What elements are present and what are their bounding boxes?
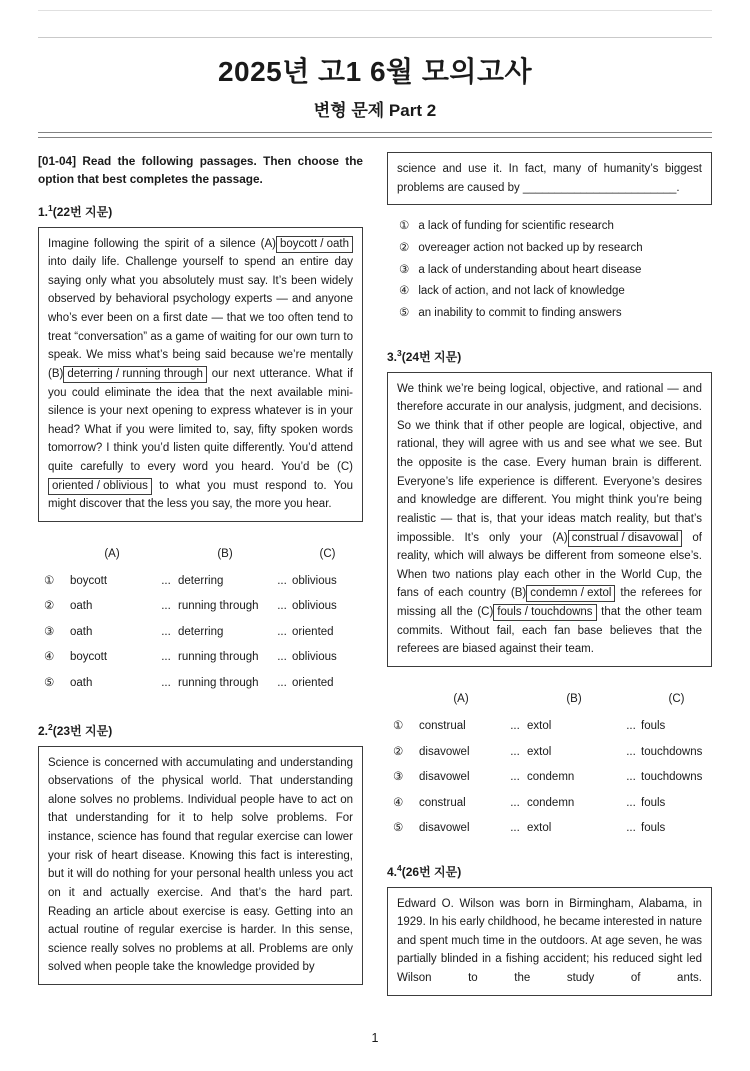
page-number: 1: [371, 1031, 379, 1045]
option-word-c: oriented: [292, 677, 334, 689]
column-header-a: (A): [453, 692, 469, 705]
column-header-b: (B): [217, 547, 233, 560]
answer-option: [399, 283, 712, 300]
exam-page: [0, 10, 750, 1045]
passage-text: into daily life. Challenge yourself to spend an entire day saying only what you absolutely must say. It’s been widely observed by behavioral psychology experts — and anyone who’s ever been on a first date — that we too often tend to treat “conversation” as a game of waiting for our own turn to speak. We miss what’s being said because we’re mentally (B): [48, 256, 353, 380]
choice-box-c: fouls / touchdowns: [493, 604, 596, 621]
column-header-c: (C): [668, 692, 685, 705]
option-word-a: boycott: [70, 651, 108, 664]
answer-table-header: [393, 693, 712, 705]
dots-separator: ...: [626, 796, 636, 809]
dots-separator: ...: [161, 651, 171, 664]
column-header-c: (C): [319, 547, 336, 560]
answer-option: [399, 240, 712, 257]
option-word-a: disavowel: [419, 822, 470, 835]
option-word-a: oath: [70, 625, 93, 638]
dots-separator: ...: [161, 625, 171, 638]
instruction-text: [01-04] Read the following passages. Then choose the option that best completes the passage.: [38, 154, 363, 187]
choice-box-a: construal / disavowal: [568, 530, 683, 547]
option-number: ③: [393, 771, 404, 784]
left-column: [38, 152, 363, 985]
dots-separator: ...: [277, 574, 287, 587]
option-word-c: oblivious: [292, 600, 337, 613]
dots-separator: ...: [161, 600, 171, 613]
question-4-footnote-marker: 4: [397, 862, 402, 873]
option-word-b: condemn: [527, 796, 575, 809]
question-1-answer-table: [44, 548, 363, 692]
passage-text: We think we’re being logical, objective, and rational — and therefore accurate in our analysis, judgment, and decisions. So we think that if other people are logical, objective, and rational, they will agree with us and see what we see. But the opposite is the case. Every human brain is different. Everyone’s life experience is different. Everyone’s desires and knowledge are different. You might think you’re being realistic — that is, that your ideas match reality, but that’s impossible. It’s only your (A): [397, 382, 702, 544]
option-number: ③: [399, 263, 410, 276]
option-word-b: extol: [527, 719, 552, 732]
option-number: ③: [44, 625, 55, 638]
answer-option-row: [44, 650, 363, 666]
option-text: a lack of understanding about heart disease: [418, 263, 642, 276]
answer-option-row: [44, 599, 363, 615]
question-3-header: [387, 348, 712, 365]
question-2-footnote-marker: 2: [48, 721, 53, 732]
dots-separator: ...: [277, 651, 287, 664]
passage-text: Imagine following the spirit of a silence (A): [48, 237, 276, 250]
header-top-divider: [38, 37, 712, 38]
column-header-b: (B): [566, 692, 582, 705]
option-number: ①: [393, 719, 404, 732]
question-1-footnote-marker: 1: [48, 202, 53, 213]
option-word-c: touchdowns: [641, 745, 703, 758]
option-word-c: oriented: [292, 625, 334, 638]
answer-option-row: [44, 574, 363, 590]
option-number: ④: [399, 285, 410, 298]
dots-separator: ...: [510, 745, 520, 758]
answer-option-row: [393, 770, 712, 786]
answer-table-header: [44, 548, 363, 560]
dots-separator: ...: [161, 677, 171, 689]
answer-option-row: [393, 796, 712, 812]
passage-text: Science is concerned with accumulating and understanding observations of the physical world. That understanding alone solves no problems. Individual people have to act on that understanding for it to help solve problems. For instance, science has found that regular exercise can lower your risk of heart disease. Knowing this fact is interesting, but it will do nothing for your personal health unless you act on it and actually exercise. And that’s the hard part. Reading an article about exercise is easy. Getting into an actual routine of regular exercise is harder. In this sense, science really solves no problems at all. Problems are only solved when people take the knowledge provided by: [48, 756, 353, 974]
header-bottom-divider: [38, 132, 712, 138]
option-number: ⑤: [393, 822, 404, 835]
option-word-c: fouls: [641, 822, 666, 835]
passage-text: our next utterance. What if you could eliminate the idea that the next available mini-silence is your next opening to express whatever is in your head? What if you were limited to, say, fifty spoken words tomorrow? I think you’d listen quite differently. You’d attend quite carefully to every word you heard. You’d be (C): [48, 367, 353, 474]
option-word-a: oath: [70, 677, 93, 689]
question-3-footnote-marker: 3: [397, 347, 402, 358]
dots-separator: ...: [277, 600, 287, 613]
page-subtitle: 변형 문제 Part 2: [313, 101, 437, 120]
dots-separator: ...: [510, 771, 520, 784]
choice-box-b: deterring / running through: [63, 366, 207, 383]
dots-separator: ...: [161, 574, 171, 587]
answer-option-row: [393, 821, 712, 837]
dots-separator: ...: [510, 822, 520, 835]
option-word-a: disavowel: [419, 745, 470, 758]
passage-text: that the other team commits. Without fail, each fan base believes that the referees are biased against their team.: [397, 606, 702, 656]
option-word-c: oblivious: [292, 651, 337, 664]
dots-separator: ...: [277, 677, 287, 689]
dots-separator: ...: [277, 625, 287, 638]
choice-box-b: condemn / extol: [526, 585, 615, 602]
option-word-b: deterring: [178, 625, 224, 638]
top-page-divider: [38, 10, 712, 11]
question-1-header: [38, 203, 363, 220]
right-column: [387, 152, 712, 996]
option-word-c: fouls: [641, 719, 666, 732]
dots-separator: ...: [626, 771, 636, 784]
option-text: an inability to commit to finding answers: [418, 306, 622, 319]
question-2-passage-reference: (23번 지문): [52, 723, 113, 738]
option-word-c: touchdowns: [641, 771, 703, 784]
option-word-b: deterring: [178, 574, 224, 587]
option-word-a: oath: [70, 600, 93, 613]
answer-option-row: [393, 745, 712, 761]
passage-text: of reality, which will always be different from someone else’s. When two nations play each other in the World Cup, the fans of each country (B): [397, 531, 702, 600]
option-word-b: extol: [527, 745, 552, 758]
option-word-a: disavowel: [419, 771, 470, 784]
option-word-b: running through: [178, 677, 259, 689]
answer-option-row: [393, 719, 712, 735]
option-number: ④: [44, 651, 55, 664]
option-number: ②: [393, 745, 404, 758]
question-4-header: [387, 863, 712, 880]
question-2-header: [38, 722, 363, 739]
option-word-c: fouls: [641, 796, 666, 809]
option-word-b: condemn: [527, 771, 575, 784]
question-1-number: 1.: [38, 204, 49, 219]
option-text: lack of action, and not lack of knowledge: [418, 285, 625, 298]
option-number: ①: [399, 220, 410, 233]
passage-text: to what you must respond to. You might discover that the less you say, the more you hear.: [48, 479, 353, 511]
option-word-b: extol: [527, 822, 552, 835]
option-text: a lack of funding for scientific research: [418, 220, 614, 233]
option-number: ⑤: [399, 306, 410, 319]
question-3-passage-box: [387, 372, 712, 667]
question-3-passage-reference: (24번 지문): [401, 349, 462, 364]
question-3-number: 3.: [387, 349, 398, 364]
option-number: ④: [393, 796, 404, 809]
choice-box-c: oriented / oblivious: [48, 478, 152, 495]
question-2-options: [399, 218, 712, 321]
passage-text: Edward O. Wilson was born in Birmingham, Alabama, in 1929. In his early childhood, he became interested in nature and spent much time in the outdoors. At age seven, he was partially blinded in a fishing accident; his reduced sight led Wilson to the study of ants.: [397, 897, 702, 985]
question-4-passage-box: [387, 887, 712, 996]
option-word-a: construal: [419, 719, 466, 732]
question-2-passage-continued-box: [387, 152, 712, 205]
option-word-b: running through: [178, 600, 259, 613]
dots-separator: ...: [626, 822, 636, 835]
option-word-a: construal: [419, 796, 466, 809]
option-number: ②: [399, 241, 410, 254]
question-2-passage-box: [38, 746, 363, 986]
choice-box-a: boycott / oath: [276, 236, 353, 253]
passage-text: the referees for missing all the (C): [397, 587, 702, 619]
answer-option-row: [44, 676, 363, 692]
answer-option: [399, 218, 712, 235]
question-2-number: 2.: [38, 723, 49, 738]
question-1-passage-reference: (22번 지문): [52, 204, 113, 219]
question-4-number: 4.: [387, 864, 398, 879]
option-word-b: running through: [178, 651, 259, 664]
option-word-a: boycott: [70, 574, 108, 587]
dots-separator: ...: [510, 796, 520, 809]
answer-option: [399, 305, 712, 322]
column-header-a: (A): [104, 547, 120, 560]
page-title: 2025년 고1 6월 모의고사: [217, 56, 533, 87]
question-3-answer-table: [393, 693, 712, 837]
question-4-passage-reference: (26번 지문): [401, 864, 462, 879]
option-number: ②: [44, 600, 55, 613]
answer-option: [399, 262, 712, 279]
dots-separator: ...: [510, 719, 520, 732]
content-columns: [38, 152, 712, 996]
option-number: ①: [44, 574, 55, 587]
dots-separator: ...: [626, 745, 636, 758]
option-word-c: oblivious: [292, 574, 337, 587]
passage-text: science and use it. In fact, many of humanity’s biggest problems are caused by ________________________.: [397, 163, 702, 194]
option-text: overeager action not backed up by research: [418, 241, 643, 254]
option-number: ⑤: [44, 677, 55, 689]
answer-option-row: [44, 625, 363, 641]
dots-separator: ...: [626, 719, 636, 732]
question-1-passage-box: [38, 227, 363, 522]
